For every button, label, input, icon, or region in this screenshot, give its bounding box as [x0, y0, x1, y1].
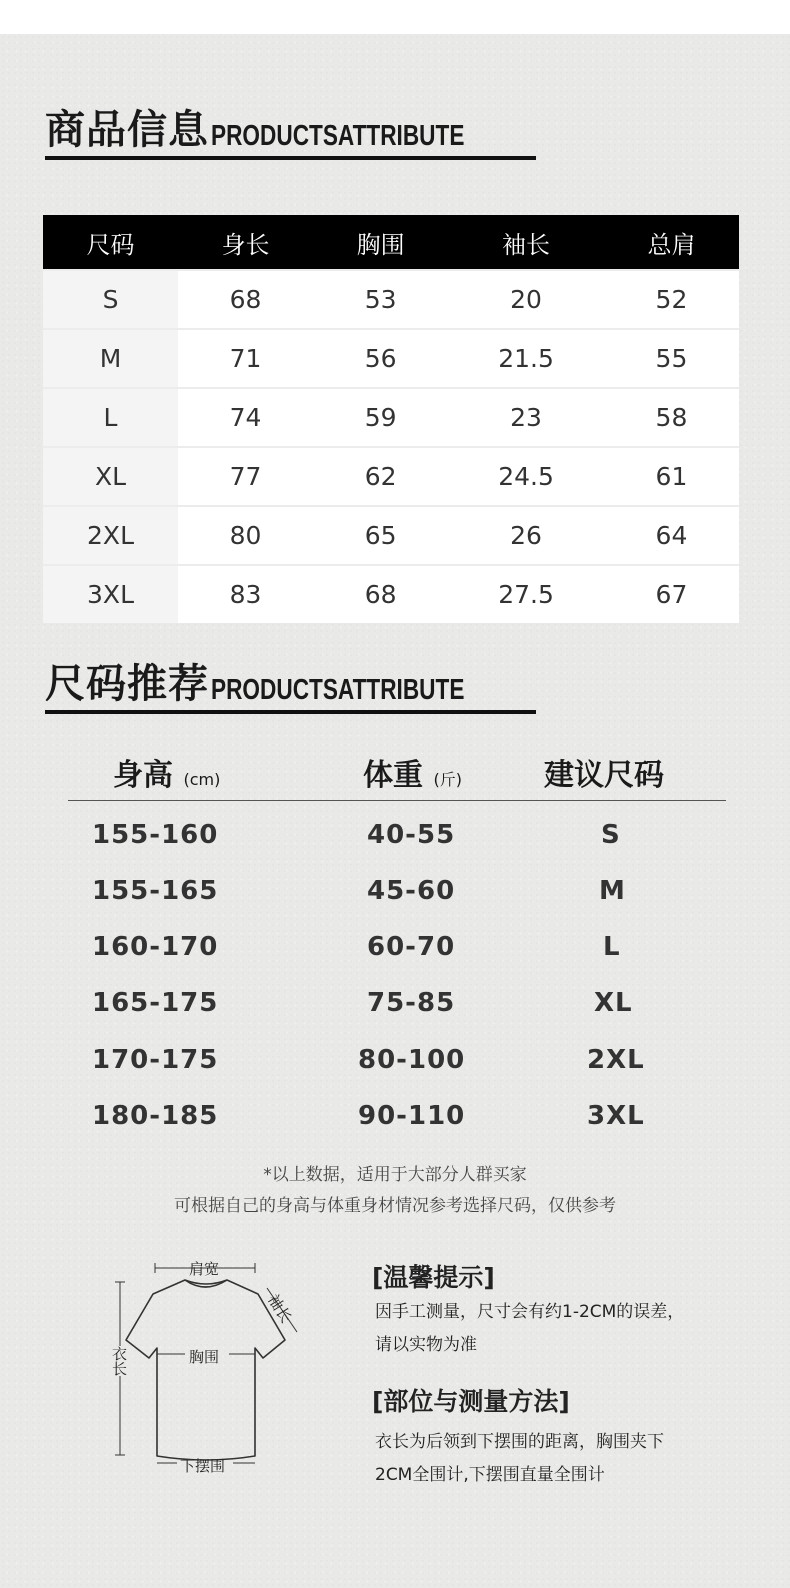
label-shoulder: 肩宽 — [189, 1260, 220, 1278]
label-chest: 胸围 — [189, 1348, 220, 1366]
cell-sleeve: 26 — [448, 506, 604, 565]
section-title-en: PRODUCTSATTRIBUTE — [211, 674, 465, 706]
cell-sleeve: 23 — [448, 388, 604, 447]
rec-weight: 60-70 — [367, 932, 456, 962]
recommend-header — [68, 750, 726, 801]
col-weight — [363, 750, 462, 794]
cell-shoulder: 61 — [604, 447, 739, 506]
rec-height: 155-165 — [92, 876, 219, 906]
cell-size: S — [43, 270, 178, 329]
cell-chest: 65 — [313, 506, 448, 565]
table-row — [43, 329, 739, 388]
label-hem: 下摆围 — [180, 1457, 226, 1475]
list-item — [0, 820, 790, 876]
cell-length: 68 — [178, 270, 313, 329]
list-item — [0, 1101, 790, 1157]
section-title-cn: 尺码推荐 — [45, 661, 209, 707]
tip-text-line: 请以实物为准 — [375, 1335, 477, 1355]
rec-height: 155-160 — [92, 820, 219, 850]
cell-sleeve: 20 — [448, 270, 604, 329]
tip-text-reminder — [375, 1296, 755, 1362]
cell-length: 83 — [178, 565, 313, 623]
rec-height: 165-175 — [92, 988, 219, 1018]
table-row — [43, 388, 739, 447]
rec-height: 170-175 — [92, 1045, 219, 1075]
cell-shoulder: 64 — [604, 506, 739, 565]
cell-size: 3XL — [43, 565, 178, 623]
tip-title-reminder: [温馨提示] — [372, 1263, 495, 1292]
cell-size: XL — [43, 447, 178, 506]
note-line-2: 可根据自己的身高与体重身材情况参考选择尺码，仅供参考 — [174, 1196, 616, 1216]
table-row — [43, 565, 739, 623]
cell-size: M — [43, 329, 178, 388]
cell-chest: 59 — [313, 388, 448, 447]
tip-text-line: 2CM全围计,下摆围直量全围计 — [375, 1465, 605, 1485]
table-row — [43, 447, 739, 506]
col-size: 建议尺码 — [544, 758, 664, 793]
table-row — [43, 506, 739, 565]
rec-weight: 90-110 — [358, 1101, 466, 1131]
tip-text-line: 衣长为后领到下摆围的距离，胸围夹下 — [375, 1432, 664, 1452]
cell-chest: 53 — [313, 270, 448, 329]
section-title-product-info — [45, 108, 536, 160]
note-line-1: *以上数据，适用于大部分人群买家 — [263, 1165, 527, 1185]
tip-text-line: 因手工测量，尺寸会有约1-2CM的误差， — [375, 1302, 685, 1322]
cell-shoulder: 52 — [604, 270, 739, 329]
cell-size: 2XL — [43, 506, 178, 565]
cell-shoulder: 55 — [604, 329, 739, 388]
rec-height: 160-170 — [92, 932, 219, 962]
cell-sleeve: 21.5 — [448, 329, 604, 388]
rec-height: 180-185 — [92, 1101, 219, 1131]
header-chest: 胸围 — [313, 215, 448, 270]
header-length: 身长 — [178, 215, 313, 270]
header-shoulder: 总肩 — [604, 215, 739, 270]
label-sleeve: 袖长 — [263, 1291, 296, 1327]
section-title-cn: 商品信息 — [45, 107, 209, 153]
col-height — [113, 750, 220, 794]
rec-size: S — [601, 820, 621, 850]
section-title-size-recommend — [45, 662, 536, 714]
cell-length: 71 — [178, 329, 313, 388]
size-table-header — [43, 215, 739, 270]
tshirt-diagram — [105, 1250, 315, 1480]
header-sleeve: 袖长 — [448, 215, 604, 270]
rec-size: 3XL — [587, 1101, 645, 1131]
cell-sleeve: 24.5 — [448, 447, 604, 506]
rec-weight: 80-100 — [358, 1045, 466, 1075]
cell-size: L — [43, 388, 178, 447]
col-weight-label: 体重 — [363, 758, 423, 793]
cell-chest: 56 — [313, 329, 448, 388]
rec-size: XL — [594, 988, 633, 1018]
rec-weight: 40-55 — [367, 820, 456, 850]
section-title-en: PRODUCTSATTRIBUTE — [211, 120, 465, 152]
size-table — [43, 215, 739, 623]
cell-chest: 68 — [313, 565, 448, 623]
cell-shoulder: 58 — [604, 388, 739, 447]
label-length: 衣长 — [110, 1346, 128, 1376]
rec-weight: 45-60 — [367, 876, 456, 906]
col-weight-unit: (斤) — [433, 770, 462, 789]
list-item — [0, 932, 790, 988]
cell-sleeve: 27.5 — [448, 565, 604, 623]
tip-title-measure: [部位与测量方法] — [372, 1387, 570, 1416]
cell-length: 74 — [178, 388, 313, 447]
rec-size: L — [603, 932, 621, 962]
list-item — [0, 1045, 790, 1101]
tip-text-measure — [375, 1426, 755, 1492]
cell-length: 80 — [178, 506, 313, 565]
list-item — [0, 988, 790, 1044]
rec-size: 2XL — [587, 1045, 645, 1075]
rec-weight: 75-85 — [367, 988, 456, 1018]
list-item — [0, 876, 790, 932]
table-row — [43, 270, 739, 329]
cell-shoulder: 67 — [604, 565, 739, 623]
cell-chest: 62 — [313, 447, 448, 506]
rec-size: M — [599, 876, 626, 906]
header-size: 尺码 — [43, 215, 178, 270]
col-height-unit: (cm) — [183, 770, 221, 789]
cell-length: 77 — [178, 447, 313, 506]
col-height-label: 身高 — [113, 758, 173, 793]
